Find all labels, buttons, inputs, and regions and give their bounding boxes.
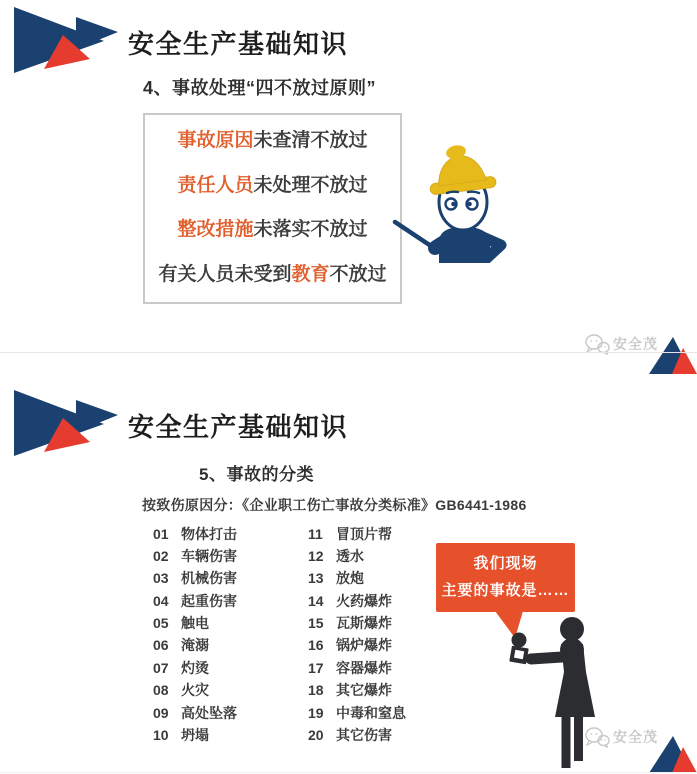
pointer-stick-icon: [395, 222, 434, 248]
list-item: 16 锅炉爆炸: [308, 637, 392, 654]
watermark-label: 安全茂: [613, 336, 658, 352]
speech-bubble-line: 主要的事故是……: [441, 582, 570, 599]
microphone-icon: [509, 633, 529, 665]
wechat-icon: [584, 726, 610, 748]
list-item: 17 容器爆炸: [308, 659, 392, 676]
list-item: 20 其它伤害: [308, 727, 392, 744]
speech-bubble: [436, 543, 575, 612]
slide1-title: 安全生产基础知识: [128, 29, 349, 59]
accident-list-col1: [153, 526, 237, 750]
slide2-subtitle: 5、事故的分类: [199, 465, 314, 484]
list-item: 02 车辆伤害: [153, 547, 237, 564]
list-item: 15 瓦斯爆炸: [308, 615, 392, 632]
hard-hat-icon: [430, 144, 497, 195]
bottom-edge: [0, 772, 697, 773]
list-item: 10 坍塌: [153, 727, 209, 744]
list-item: 03 机械伤害: [153, 570, 237, 587]
logo-triangles-icon: [6, 388, 131, 460]
principles-box: [143, 113, 402, 304]
speech-bubble-line: 我们现场: [473, 555, 538, 572]
corner-triangles-icon: [647, 734, 697, 773]
list-item: 12 透水: [308, 547, 364, 564]
worker-illustration: [390, 138, 525, 263]
corner-triangles-icon: [647, 335, 697, 374]
list-item: 19 中毒和窒息: [308, 704, 406, 721]
principle-line: 责任人员未处理不放过: [177, 174, 368, 196]
list-item: 06 淹溺: [153, 637, 209, 654]
accident-list-col2: [308, 526, 406, 750]
classification-standard-byline: 按致伤原因分：《企业职工伤亡事故分类标准》GB6441-1986: [142, 497, 527, 513]
list-item: 13 放炮: [308, 570, 364, 587]
principle-line: 有关人员未受到教育不放过: [158, 263, 387, 285]
list-item: 14 火药爆炸: [308, 592, 392, 609]
slide2-title: 安全生产基础知识: [128, 412, 349, 442]
principle-line: 整改措施未落实不放过: [177, 219, 368, 241]
slide1-subtitle: 4、事故处理“四不放过原则”: [143, 78, 377, 98]
logo-triangles-icon: [6, 5, 131, 77]
list-item: 09 高处坠落: [153, 704, 237, 721]
watermark-label: 安全茂: [613, 729, 658, 745]
list-item: 05 触电: [153, 615, 209, 632]
list-item: 01 物体打击: [153, 525, 237, 542]
list-item: 04 起重伤害: [153, 592, 237, 609]
list-item: 08 火灾: [153, 682, 209, 699]
list-item: 11 冒顶片帮: [308, 525, 392, 542]
list-item: 18 其它爆炸: [308, 682, 392, 699]
list-item: 07 灼烫: [153, 659, 209, 676]
slide-divider: [0, 352, 697, 353]
principle-line: 事故原因未查清不放过: [177, 130, 368, 151]
